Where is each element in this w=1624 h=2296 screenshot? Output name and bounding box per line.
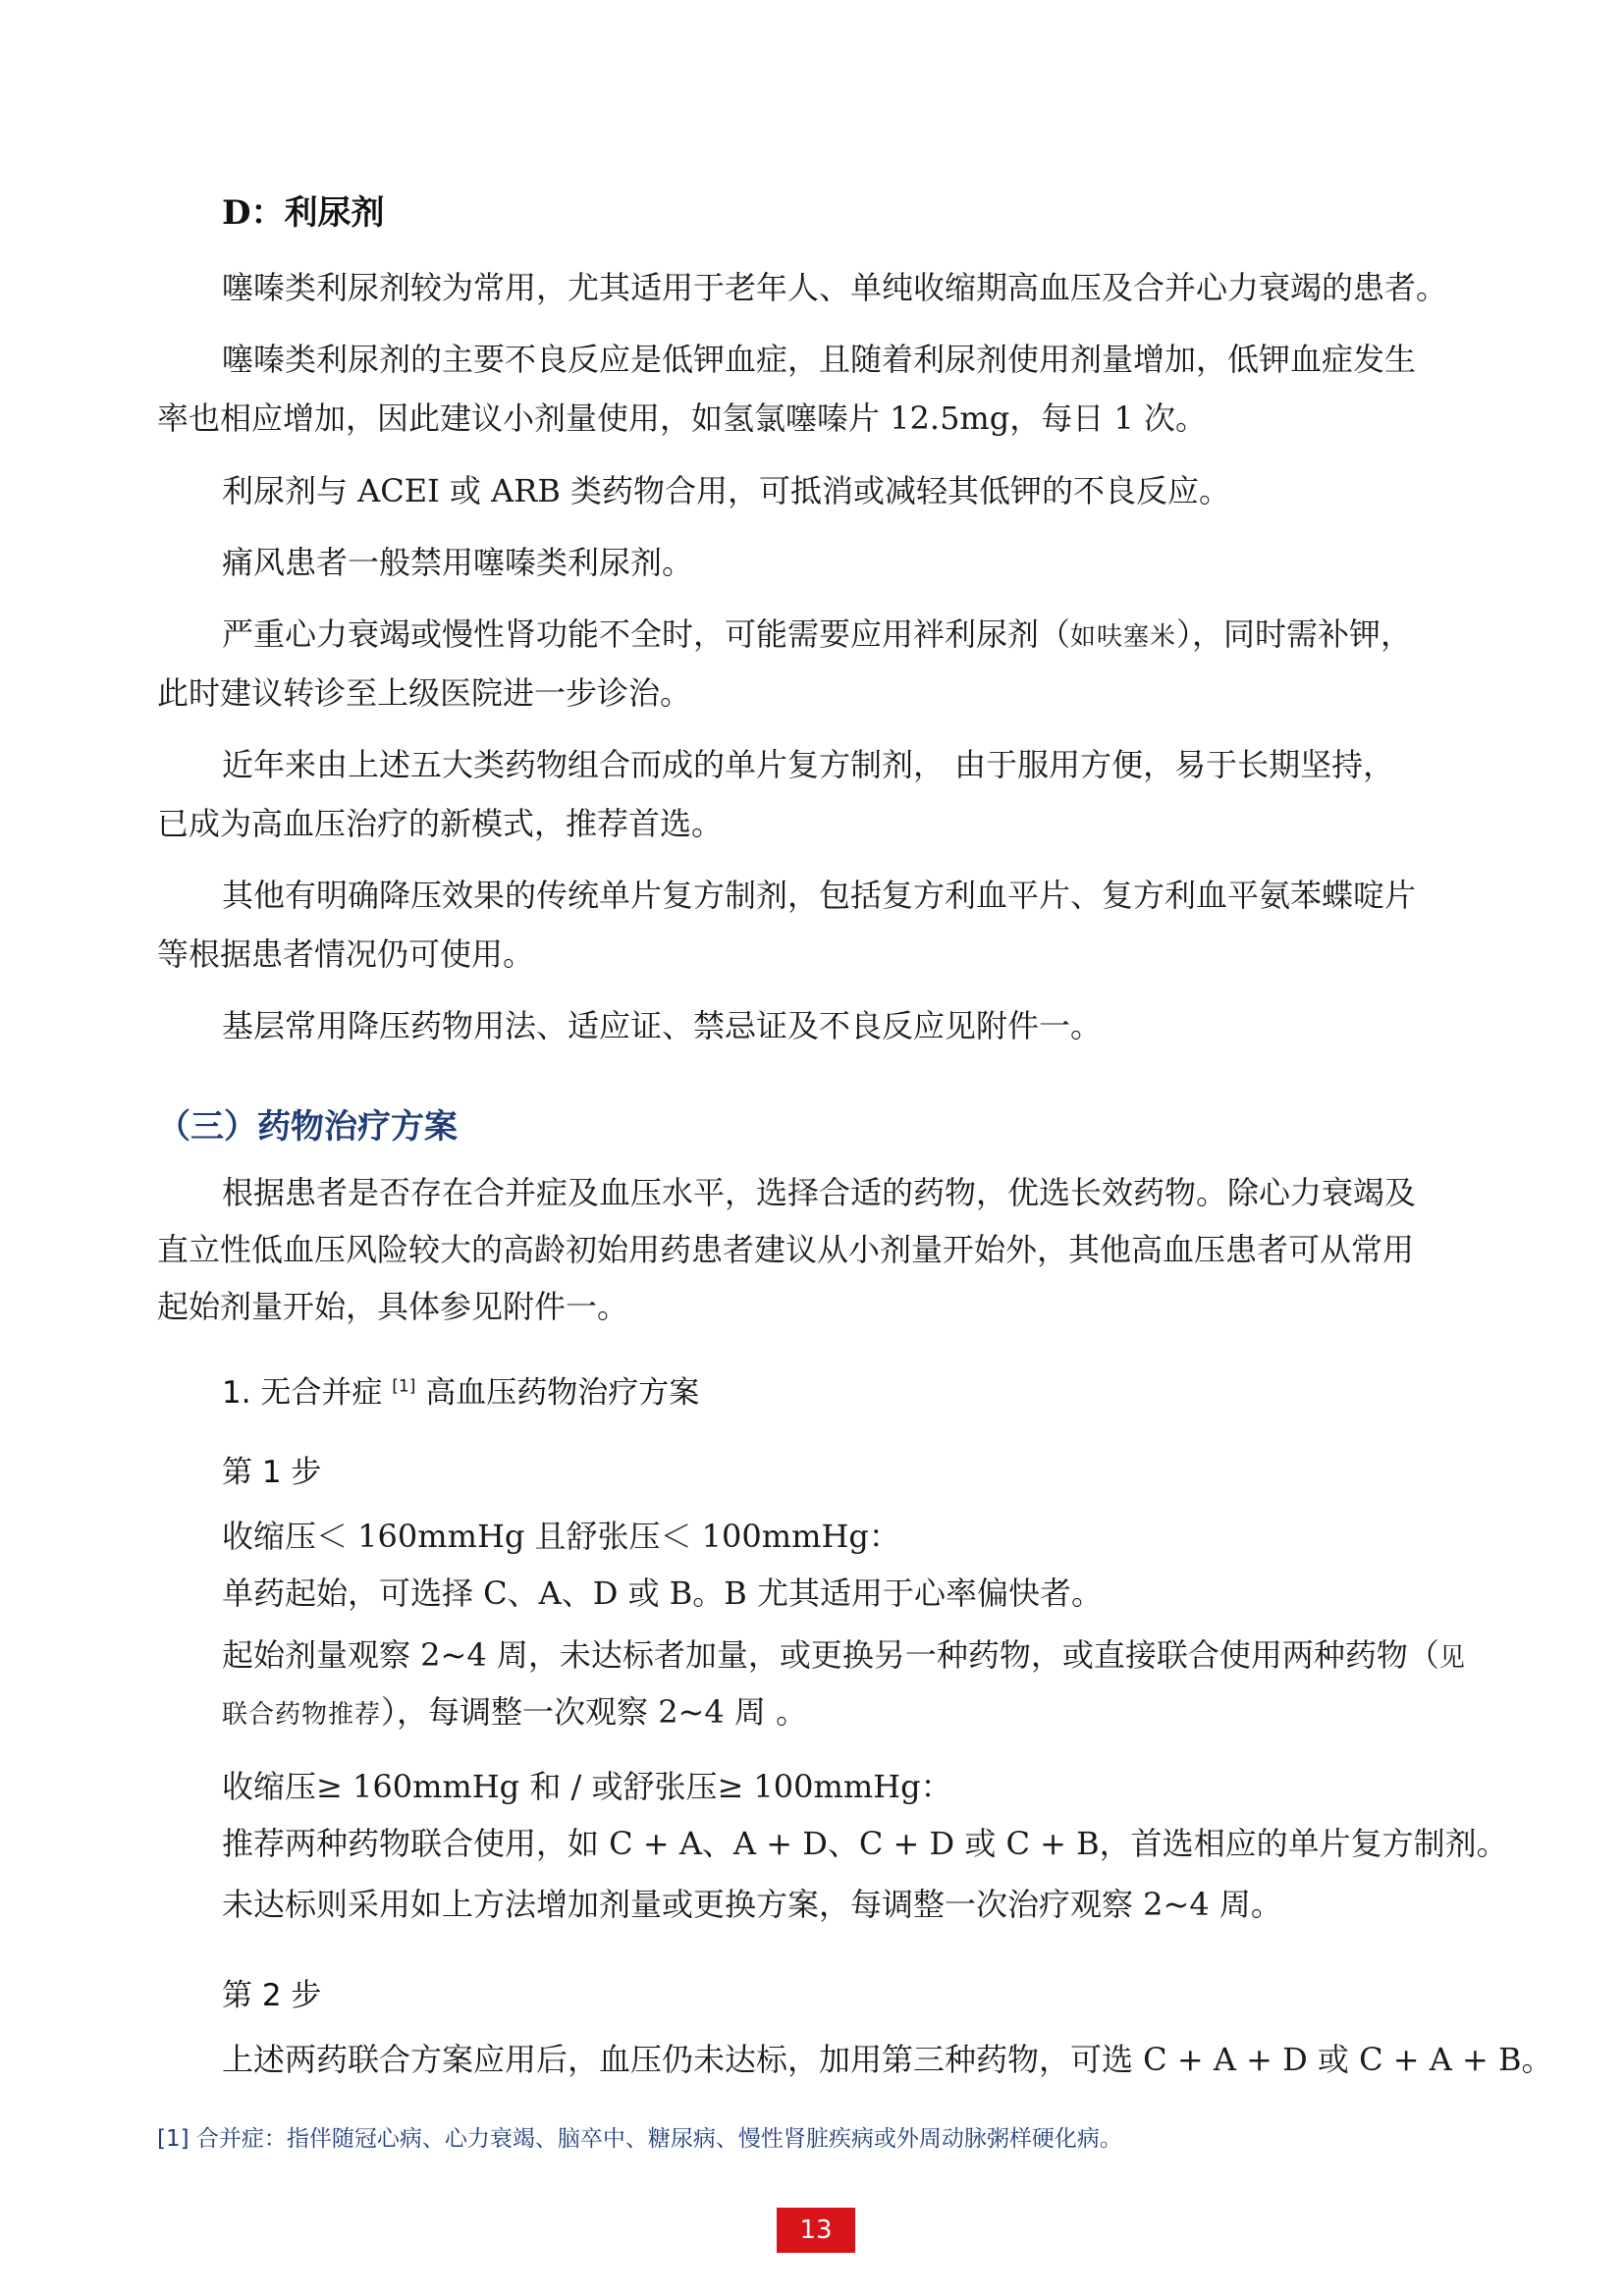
paragraph-line: 推荐两种药物联合使用，如 C + A、A + D、C + D 或 C + B，首选相应的单片复方制剂。 (222, 1825, 1508, 1862)
paragraph-line: 噻嗪类利尿剂的主要不良反应是低钾血症，且随着利尿剂使用剂量增加，低钾血症发生 (222, 341, 1417, 378)
section-heading-diuretics: D：利尿剂 (222, 193, 385, 233)
inline-note: 如呋塞米 (1070, 622, 1177, 652)
paragraph-line: 收缩压≥ 160mmHg 和 / 或舒张压≥ 100mmHg： (222, 1768, 952, 1805)
paragraph-line: 利尿剂与 ACEI 或 ARB 类药物合用，可抵消或减轻其低钾的不良反应。 (222, 472, 1231, 509)
paragraph-line: 痛风患者一般禁用噻嗪类利尿剂。 (222, 544, 694, 581)
section-heading-treatment-plan (157, 1107, 458, 1147)
paragraph-line: 其他有明确降压效果的传统单片复方制剂，包括复方利血平片、复方利血平氨苯蝶啶片 (222, 877, 1417, 914)
inline-note: 联合药物推荐 (222, 1700, 382, 1730)
footnote (157, 2124, 1122, 2154)
step-heading-1: 第 1 步 (222, 1455, 322, 1490)
footnote-marker: [1] (157, 2126, 189, 2152)
subsection-heading: 1. 无合并症 [1] 高血压药物治疗方案 (222, 1375, 700, 1411)
paragraph-line: 起始剂量观察 2~4 周，未达标者加量，或更换另一种药物，或直接联合使用两种药物（见 (222, 1636, 1466, 1674)
paragraph-line: 严重心力衰竭或慢性肾功能不全时，可能需要应用袢利尿剂（如呋塞米），同时需补钾， (222, 615, 1413, 653)
paragraph-line: 起始剂量开始，具体参见附件一。 (157, 1288, 629, 1325)
paragraph-line: 率也相应增加，因此建议小剂量使用，如氢氯噻嗪片 12.5mg，每日 1 次。 (157, 400, 1207, 437)
footnote-marker: [1] (392, 1376, 416, 1397)
footnote-text: 合并症：指伴随冠心病、心力衰竭、脑卒中、糖尿病、慢性肾脏疾病或外周动脉粥样硬化病。 (195, 2126, 1122, 2152)
paragraph-line: 根据患者是否存在合并症及血压水平，选择合适的药物，优选长效药物。除心力衰竭及 (222, 1174, 1417, 1211)
paragraph-line: 未达标则采用如上方法增加剂量或更换方案，每调整一次治疗观察 2~4 周。 (222, 1886, 1282, 1923)
page-number-badge: 13 (777, 2208, 855, 2253)
paragraph-line: 收缩压＜ 160mmHg 且舒张压＜ 100mmHg： (222, 1518, 900, 1555)
step-heading-2: 第 2 步 (222, 1978, 322, 2013)
paragraph-line: 直立性低血压风险较大的高龄初始用药患者建议从小剂量开始外，其他高血压患者可从常用 (157, 1231, 1415, 1268)
paragraph-line: 单药起始，可选择 C、A、D 或 B。B 尤其适用于心率偏快者。 (222, 1575, 1103, 1612)
paragraph-line: 噻嗪类利尿剂较为常用，尤其适用于老年人、单纯收缩期高血压及合并心力衰竭的患者。 (222, 269, 1448, 306)
section-heading-text: （三）药物治疗方案 (157, 1107, 458, 1147)
paragraph-line: 近年来由上述五大类药物组合而成的单片复方制剂， 由于服用方便，易于长期坚持， (222, 746, 1395, 783)
paragraph-line: 基层常用降压药物用法、适应证、禁忌证及不良反应见附件一。 (222, 1007, 1103, 1044)
inline-note: 见 (1438, 1643, 1466, 1673)
paragraph-line: 已成为高血压治疗的新模式，推荐首选。 (157, 805, 724, 842)
paragraph-line: 上述两药联合方案应用后，血压仍未达标，加用第三种药物，可选 C + A + D 或 C + A + B。 (222, 2041, 1553, 2078)
paragraph-line: 等根据患者情况仍可使用。 (157, 935, 535, 973)
paragraph-line: 此时建议转诊至上级医院进一步诊治。 (157, 674, 692, 712)
paragraph-line: 联合药物推荐），每调整一次观察 2~4 周 。 (222, 1693, 808, 1731)
